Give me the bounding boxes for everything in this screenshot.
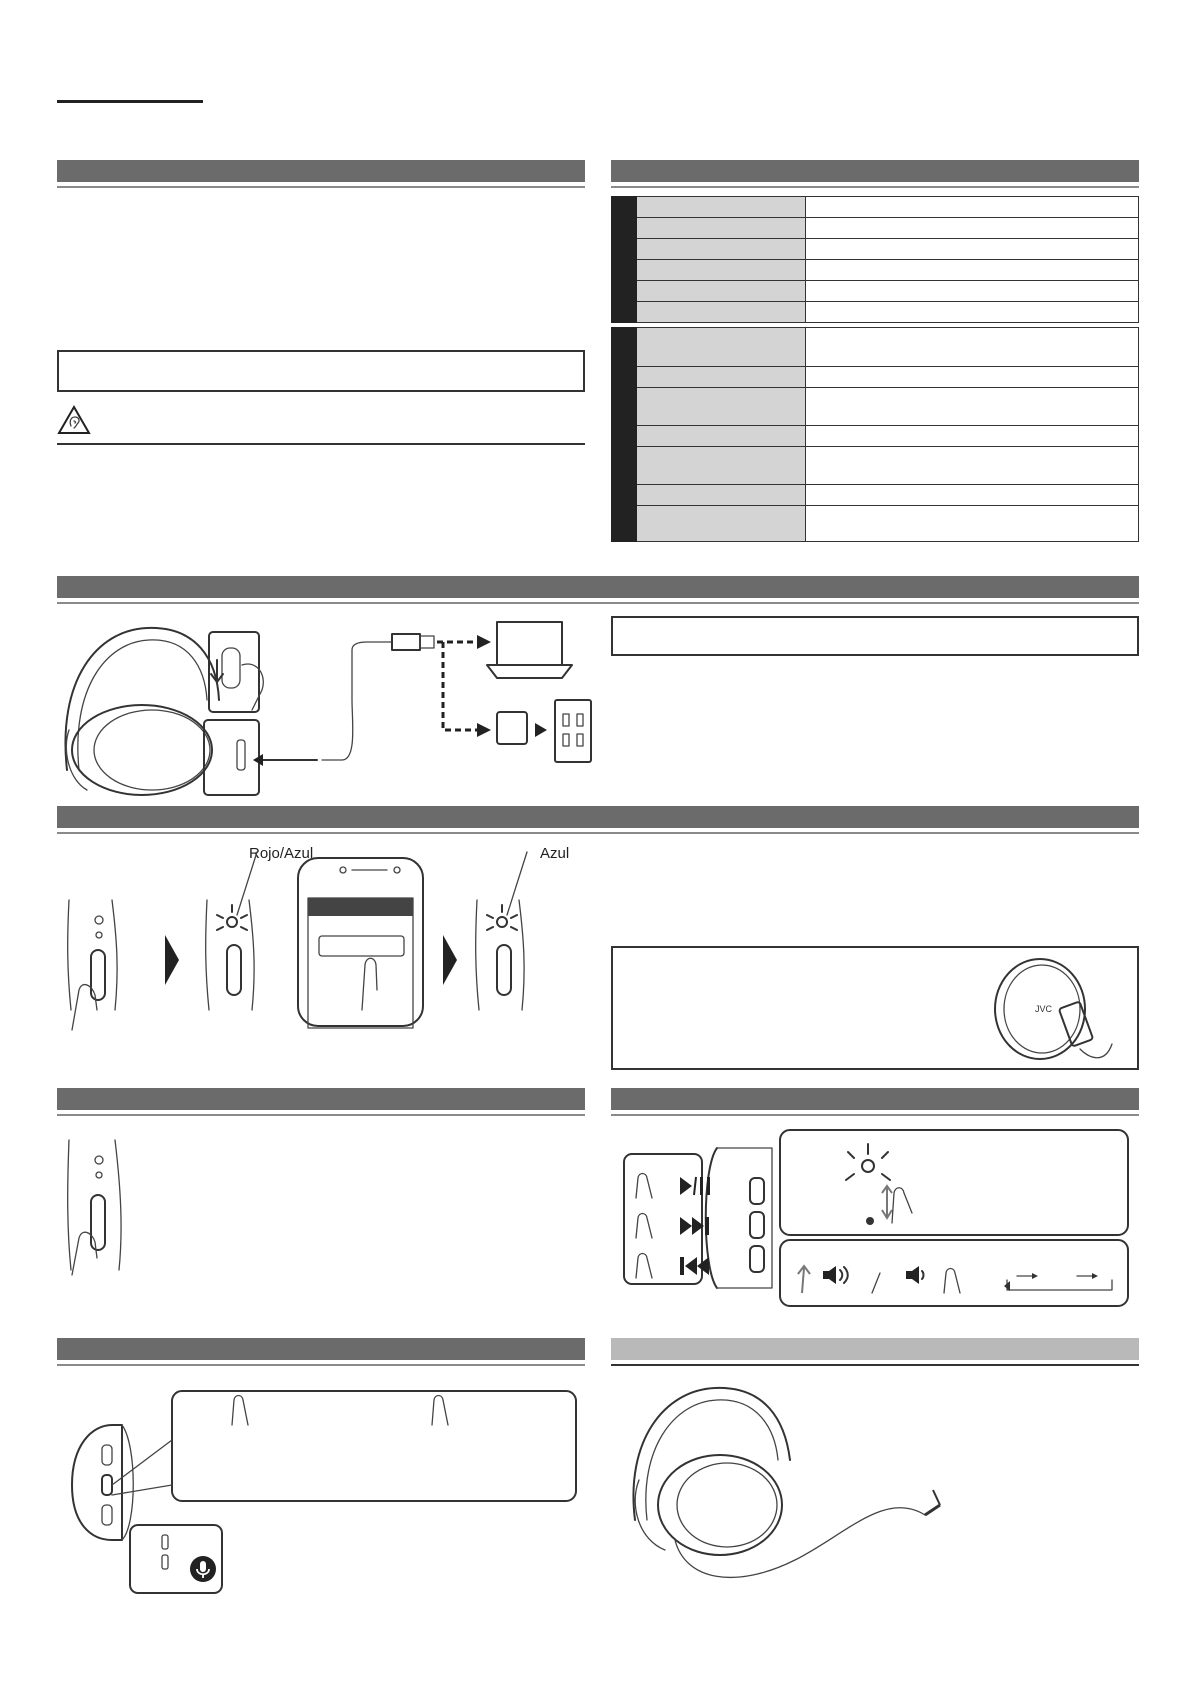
spec-value-cell <box>806 328 1139 367</box>
spec-label-cell <box>637 239 806 260</box>
spec-label-cell <box>637 485 806 506</box>
section-bar-controls <box>611 1088 1139 1110</box>
spec-table-bottom <box>611 327 1139 542</box>
section-bar-power <box>57 1088 585 1110</box>
spec-value-cell <box>806 218 1139 239</box>
spec-value-cell <box>806 239 1139 260</box>
section-bar-pairing <box>57 806 1139 828</box>
spec-table-top <box>611 196 1139 323</box>
section-divider <box>57 443 585 445</box>
spec-label-cell <box>637 197 806 218</box>
spec-label-cell <box>637 367 806 388</box>
section-bar-underline <box>57 1364 585 1366</box>
spec-label-cell <box>637 281 806 302</box>
section-bar-underline <box>57 1114 585 1116</box>
spec-label-cell <box>637 388 806 426</box>
notice-box <box>57 350 585 392</box>
section-bar-underline <box>57 832 1139 834</box>
charging-notice-box <box>611 616 1139 656</box>
spec-value-cell <box>806 197 1139 218</box>
spec-label-cell <box>637 328 806 367</box>
spec-label-cell <box>637 260 806 281</box>
spec-label-cell <box>637 218 806 239</box>
section-bar-underline <box>611 1114 1139 1116</box>
spec-label-cell <box>637 426 806 447</box>
spec-value-cell <box>806 302 1139 323</box>
section-bar-underline <box>611 186 1139 188</box>
spec-value-cell <box>806 426 1139 447</box>
section-bar-charging <box>57 576 1139 598</box>
spec-value-cell <box>806 367 1139 388</box>
spec-value-cell <box>806 447 1139 485</box>
svg-text:JVC: JVC <box>1035 1004 1053 1014</box>
spec-label-cell <box>637 506 806 542</box>
header-rule <box>57 100 203 103</box>
spec-value-cell <box>806 260 1139 281</box>
spec-label-cell <box>637 302 806 323</box>
section-bar-calls <box>57 1338 585 1360</box>
spec-table-side-tab <box>612 197 637 323</box>
section-bar-underline <box>611 1364 1139 1366</box>
section-bar-general <box>57 160 585 182</box>
spec-value-cell <box>806 388 1139 426</box>
section-bar-specifications <box>611 160 1139 182</box>
spec-value-cell <box>806 485 1139 506</box>
section-bar-wired <box>611 1338 1139 1360</box>
section-bar-underline <box>57 186 585 188</box>
spec-table-side-tab <box>612 328 637 542</box>
section-bar-underline <box>57 602 1139 604</box>
spec-label-cell <box>637 447 806 485</box>
indicator-label-red-blue: Rojo/Azul <box>249 845 314 862</box>
spec-value-cell <box>806 281 1139 302</box>
indicator-label-blue: Azul <box>540 845 570 862</box>
spec-value-cell <box>806 506 1139 542</box>
